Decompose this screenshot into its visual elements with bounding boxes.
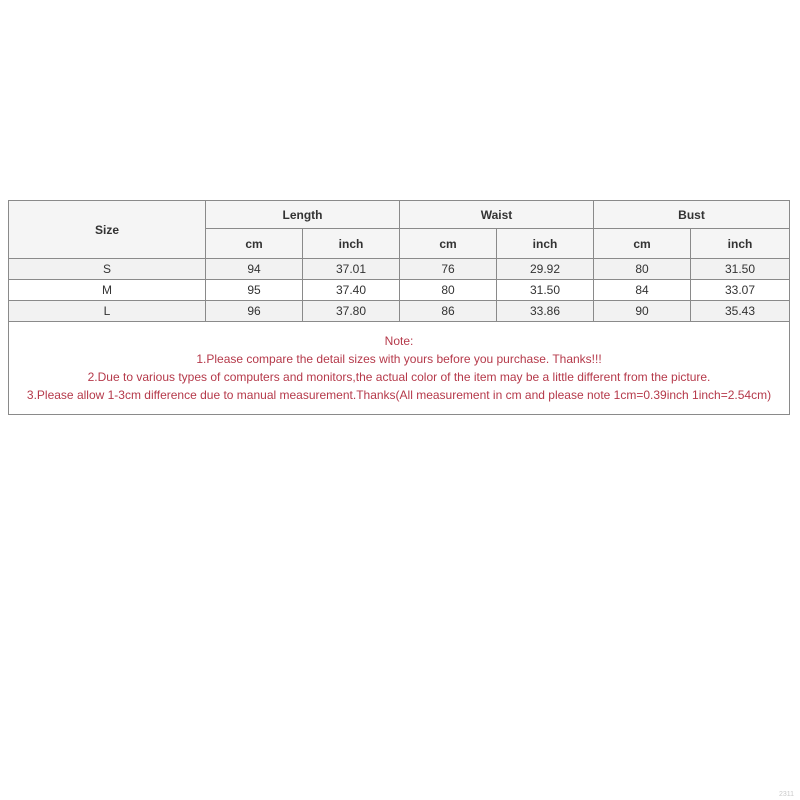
note-line-1: 1.Please compare the detail sizes with yours before you purchase. Thanks!!! — [196, 352, 602, 366]
size-cell: S — [9, 259, 206, 280]
note-line-2: 2.Due to various types of computers and monitors,the actual color of the item may be a little different from the picture. — [87, 370, 711, 384]
length-cm-cell: 94 — [206, 259, 303, 280]
waist-inch-cell: 29.92 — [497, 259, 594, 280]
length-header: Length — [206, 201, 400, 229]
waist-header: Waist — [400, 201, 594, 229]
length-inch-cell: 37.40 — [303, 280, 400, 301]
note-line-3: 3.Please allow 1-3cm difference due to manual measurement.Thanks(All measurement in cm and please note 1cm=0.39inch 1inch=2.54cm) — [26, 388, 772, 402]
table-row — [9, 259, 790, 280]
waist-inch-header: inch — [497, 229, 594, 259]
waist-cm-cell: 86 — [400, 301, 497, 322]
bust-cm-cell: 84 — [594, 280, 691, 301]
table-row — [9, 301, 790, 322]
bust-inch-cell: 33.07 — [691, 280, 790, 301]
waist-cm-cell: 80 — [400, 280, 497, 301]
length-inch-cell: 37.01 — [303, 259, 400, 280]
bust-cm-cell: 90 — [594, 301, 691, 322]
length-inch-header: inch — [303, 229, 400, 259]
waist-inch-cell: 31.50 — [497, 280, 594, 301]
size-cell: M — [9, 280, 206, 301]
length-cm-header: cm — [206, 229, 303, 259]
notes-row — [9, 322, 790, 415]
length-cm-cell: 95 — [206, 280, 303, 301]
note-title: Note: — [384, 334, 414, 348]
bust-cm-header: cm — [594, 229, 691, 259]
waist-cm-header: cm — [400, 229, 497, 259]
watermark: 2311 — [778, 791, 794, 798]
size-chart-table — [8, 200, 790, 415]
size-cell: L — [9, 301, 206, 322]
bust-inch-cell: 35.43 — [691, 301, 790, 322]
length-cm-cell: 96 — [206, 301, 303, 322]
waist-cm-cell: 76 — [400, 259, 497, 280]
size-header: Size — [9, 201, 206, 259]
length-inch-cell: 37.80 — [303, 301, 400, 322]
bust-inch-header: inch — [691, 229, 790, 259]
waist-inch-cell: 33.86 — [497, 301, 594, 322]
bust-inch-cell: 31.50 — [691, 259, 790, 280]
bust-cm-cell: 80 — [594, 259, 691, 280]
header-row-groups — [9, 201, 790, 229]
notes-cell — [9, 322, 790, 415]
table-row — [9, 280, 790, 301]
bust-header: Bust — [594, 201, 790, 229]
